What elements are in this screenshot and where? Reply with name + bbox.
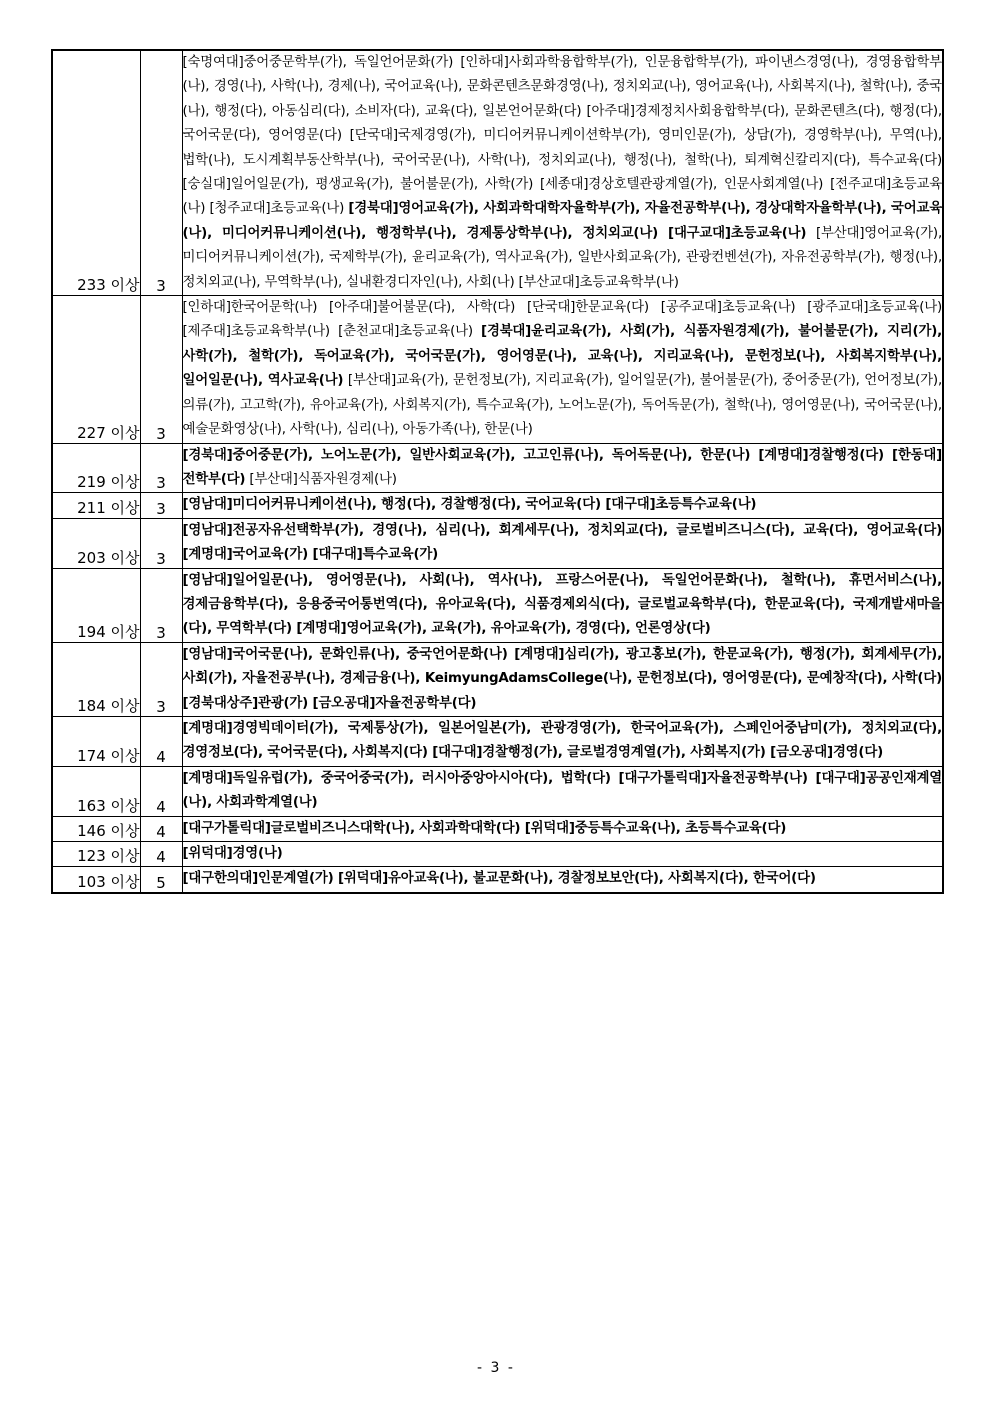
department-text: [영남대]전공자유선택학부(가), 경영(나), 심리(나), 회계세무(나), 정치외교(다), 글로벌비즈니스(다), 교육(다), 영어교육(다) [계명대]국어교육(가) [대구대]특수교육(가) <box>182 522 942 563</box>
score-cell: 184 이상 <box>52 642 140 716</box>
table-row <box>52 642 943 716</box>
score-cell: 219 이상 <box>52 443 140 493</box>
table-row <box>52 766 943 816</box>
department-list-cell <box>182 296 943 443</box>
department-list-cell <box>182 642 943 716</box>
department-text: [대구가톨릭대]글로벌비즈니스대학(나), 사회과학대학(다) [위덕대]중등특수교육(나), 초등특수교육(다) <box>182 820 787 836</box>
grade-cell: 3 <box>140 50 182 296</box>
department-text: [영남대]국어국문(나), 문화인류(나), 중국언어문화(나) [계명대]심리(가), 광고홍보(가), 한문교육(가), 행정(가), 회계세무(가), 사회(가), 자율전공부(나), 경제금융(나), KeimyungAdamsCollege(나), 문헌정보(다), 영어영문(다), 문예창작(다), 사학(다) [경북대상주]관광(가) [금오공대]자율전공학부(다) <box>182 646 942 711</box>
department-text: [계명대]독일유럽(가), 중국어중국(가), 러시아중앙아시아(다), 법학(다) [대구가톨릭대]자율전공학부(나) [대구대]공공인재계열(나), 사회과학계열(나) <box>182 770 942 811</box>
department-list-cell <box>182 867 943 893</box>
table-row <box>52 867 943 893</box>
department-text: [대구한의대]인문계열(가) [위덕대]유아교육(나), 불교문화(나), 경찰정보보안(다), 사회복지(다), 한국어(다) <box>182 871 816 887</box>
grade-cell: 3 <box>140 518 182 568</box>
grade-cell: 3 <box>140 568 182 642</box>
grade-cell: 5 <box>140 867 182 893</box>
score-cell: 146 이상 <box>52 816 140 841</box>
score-cell: 194 이상 <box>52 568 140 642</box>
table-row <box>52 842 943 867</box>
table-row <box>52 568 943 642</box>
grade-cell: 3 <box>140 296 182 443</box>
score-cell: 227 이상 <box>52 296 140 443</box>
table-row <box>52 518 943 568</box>
department-list-cell <box>182 716 943 766</box>
score-cell: 203 이상 <box>52 518 140 568</box>
department-list-cell <box>182 766 943 816</box>
department-text: [부산대]영어교육(가), 미디어커뮤니케이션(가), 국제학부(가), 윤리교육(가), 역사교육(가), 일반사회교육(가), 관광컨벤션(가), 자유전공학부(가), 행정(나), 정치외교(나), 무역학부(나), 실내환경디자인(나), 사회(나) [부산교대]초등교육학부(나) <box>182 225 942 290</box>
table-row <box>52 296 943 443</box>
table-row <box>52 716 943 766</box>
score-cell: 233 이상 <box>52 50 140 296</box>
department-list-cell <box>182 50 943 296</box>
department-text: [부산대]교육(가), 문헌정보(가), 지리교육(가), 일어일문(가), 불어불문(가), 중어중문(가), 언어정보(가), 의류(가), 고고학(가), 유아교육(가), 사회복지(가), 특수교육(가), 노어노문(가), 독어독문(가), 철학(나), 영어영문(나), 국어국문(나), 예술문화영상(나), 사학(나), 심리(나), 아동가족(나), 한문(나) <box>182 373 942 438</box>
department-list-cell <box>182 842 943 867</box>
department-text: [경북대]영어교육(가), 사회과학대학자율학부(가), 자율전공학부(나), 경상대학자율학부(나), 국어교육(나), 미디어커뮤니케이션(나), 행정학부(나), 경제통상학부(나), 정치외교(나) [대구교대]초등교육(나) <box>182 201 942 241</box>
grade-cell: 3 <box>140 642 182 716</box>
grade-cell: 3 <box>140 493 182 518</box>
department-text: [인하대]한국어문학(나) [아주대]불어불문(다), 사학(다) [단국대]한문교육(다) [공주교대]초등교육(나) [광주교대]초등교육(나) [제주대]초등교육학부(나) [춘천교대]초등교육(나) <box>182 300 942 340</box>
table-row <box>52 443 943 493</box>
department-text: [부산대]식품자원경제(나) <box>245 471 397 487</box>
department-text: [숙명여대]중어중문학부(가), 독일언어문화(가) [인하대]사회과학융합학부(가), 인문융합학부(가), 파이낸스경영(나), 경영융합학부(나), 경영(나), 사학(나), 경제(나), 국어교육(나), 문화콘텐츠문화경영(나), 정치외교(나), 영어교육(나), 사회복지(나), 철학(나), 중국(나), 행정(다), 아동심리(다), 소비자(다), 교육(다), 일본언어문화(다) [아주대]경제정치사회융합학부(다), 문화콘텐츠(다), 행정(다), 국어국문(다), 영어영문(다) [단국대]국제경영(가), 미디어커뮤니케이션학부(가), 영미인문(가), 상담(가), 경영학부(나), 무역(나), 법학(나), 도시계획부동산학부(나), 국어국문(나), 사학(나), 정치외교(나), 행정(나), 철학(나), 퇴계혁신칼리지(다), 특수교육(다) [숭실대]일어일문(가), 평생교육(가), 불어불문(가), 사학(가) [세종대]경상호텔관광계열(가), 인문사회계열(나) [전주교대]초등교육(나) [청주교대]초등교육(나) <box>182 55 942 217</box>
department-text: [위덕대]경영(나) <box>182 846 283 861</box>
department-text: [영남대]미디어커뮤니케이션(나), 행정(다), 경찰행정(다), 국어교육(다) [대구대]초등특수교육(나) <box>182 497 757 513</box>
grade-cell: 4 <box>140 816 182 841</box>
department-list-cell <box>182 568 943 642</box>
department-list-cell <box>182 816 943 841</box>
grade-cell: 4 <box>140 842 182 867</box>
table-row <box>52 493 943 518</box>
department-text: [영남대]일어일문(나), 영어영문(나), 사회(나), 역사(나), 프랑스어문(나), 독일언어문화(나), 철학(나), 휴먼서비스(나), 경제금융학부(다), 응용중국어통번역(다), 유아교육(다), 식품경제외식(다), 글로벌교육학부(다), 한문교육(다), 국제개발새마을(다), 무역학부(다) [계명대]영어교육(가), 교육(가), 유아교육(가), 경영(다), 언론영상(다) <box>182 572 942 637</box>
page <box>51 49 944 894</box>
page-number: - 3 - <box>477 1360 515 1376</box>
department-list-cell <box>182 493 943 518</box>
score-cell: 103 이상 <box>52 867 140 893</box>
score-cell: 211 이상 <box>52 493 140 518</box>
grade-cell: 4 <box>140 766 182 816</box>
admission-score-table <box>51 49 944 894</box>
grade-cell: 4 <box>140 716 182 766</box>
table-row <box>52 50 943 296</box>
score-cell: 123 이상 <box>52 842 140 867</box>
table-row <box>52 816 943 841</box>
score-cell: 163 이상 <box>52 766 140 816</box>
department-text: [경북대]윤리교육(가), 사회(가), 식품자원경제(가), 불어불문(가), 지리(가), 사학(가), 철학(가), 독어교육(가), 국어국문(가), 영어영문(나), 교육(나), 지리교육(나), 문헌정보(나), 사회복지학부(나), 일어일문(나), 역사교육(나) <box>182 324 942 389</box>
department-list-cell <box>182 443 943 493</box>
grade-cell: 3 <box>140 443 182 493</box>
department-list-cell <box>182 518 943 568</box>
score-cell: 174 이상 <box>52 716 140 766</box>
department-text: [경북대]중어중문(가), 노어노문(가), 일반사회교육(가), 고고인류(나), 독어독문(나), 한문(나) [계명대]경찰행정(다) [한동대]전학부(다) <box>182 447 942 487</box>
department-text: [계명대]경영빅데이터(가), 국제통상(가), 일본어일본(가), 관광경영(가), 한국어교육(가), 스페인어중남미(가), 정치외교(다), 경영정보(다), 국어국문(다), 사회복지(다) [대구대]경찰행정(가), 글로벌경영계열(가), 사회복지(가) [금오공대]경영(다) <box>182 720 942 761</box>
